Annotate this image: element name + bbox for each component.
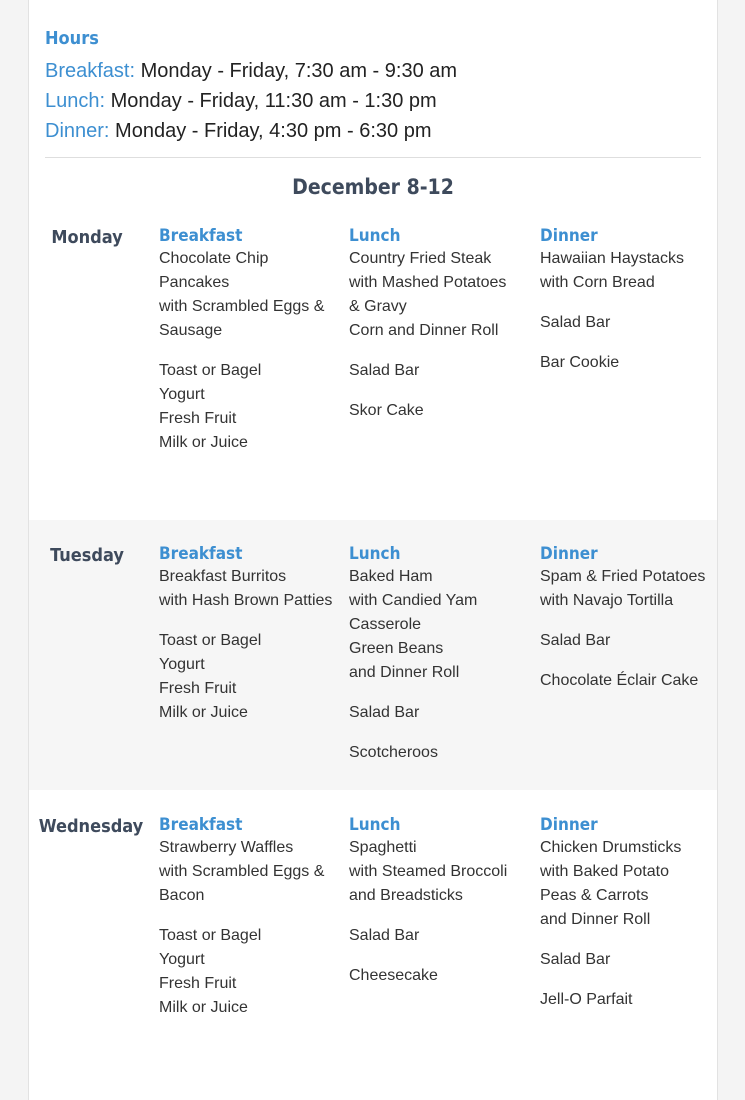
menu-item: Fresh Fruit <box>159 680 237 697</box>
day-block-wednesday <box>29 790 717 1100</box>
menu-item: Cheesecake <box>349 967 438 984</box>
menu-item: Fresh Fruit <box>159 975 237 992</box>
day-block-tuesday <box>29 520 717 790</box>
menu-item: Bar Cookie <box>540 354 620 371</box>
menu-item: Toast or Bagel <box>159 632 262 649</box>
meal-title: Breakfast <box>159 226 243 246</box>
meal-dinner <box>540 225 702 375</box>
day-block-monday <box>29 220 717 520</box>
menu-item: Salad Bar <box>540 314 611 331</box>
item-group-gap <box>349 725 519 741</box>
menu-item: Salad Bar <box>540 951 611 968</box>
item-group-gap <box>540 932 702 948</box>
menu-item: Yogurt <box>159 656 205 673</box>
meal-breakfast <box>159 814 339 1020</box>
item-group-gap <box>349 383 519 399</box>
menu-item: and Dinner Roll <box>540 911 651 928</box>
menu-item: Salad Bar <box>349 362 420 379</box>
item-group-gap <box>349 948 519 964</box>
meal-title: Breakfast <box>159 544 243 564</box>
menu-item: Salad Bar <box>349 704 420 721</box>
item-group-gap <box>349 908 519 924</box>
hours-label: Lunch: <box>45 90 106 112</box>
hours-time: Monday - Friday, 11:30 am - 1:30 pm <box>110 90 437 112</box>
menu-item: Chocolate Chip Pancakes <box>159 250 269 291</box>
menu-item: Jell-O Parfait <box>540 991 633 1008</box>
menu-item: Milk or Juice <box>159 434 248 451</box>
meal-lunch <box>349 814 519 988</box>
meal-items <box>540 836 702 1012</box>
meal-title: Breakfast <box>159 815 243 835</box>
meal-items <box>159 836 339 1020</box>
hours-title: Hours <box>45 28 99 49</box>
menu-item: Country Fried Steak with Mashed Potatoes & Gravy <box>349 250 507 315</box>
menu-item: Chicken Drumsticks <box>540 839 682 856</box>
menu-item: Yogurt <box>159 386 205 403</box>
meal-lunch <box>349 225 519 423</box>
meal-title: Lunch <box>349 544 401 564</box>
menu-item: Salad Bar <box>540 632 611 649</box>
menu-item: with Hash Brown Patties <box>159 592 333 609</box>
hours-row-dinner <box>45 116 457 146</box>
menu-item: and Dinner Roll <box>349 664 460 681</box>
menu-item: with Navajo Tortilla <box>540 592 674 609</box>
menu-item: Milk or Juice <box>159 704 248 721</box>
menu-item: Corn and Dinner Roll <box>349 322 499 339</box>
meal-breakfast <box>159 543 339 725</box>
meal-dinner <box>540 543 710 693</box>
menu-item: Green Beans <box>349 640 444 657</box>
menu-item: with Baked Potato <box>540 863 669 880</box>
item-group-gap <box>540 653 710 669</box>
hours-label: Dinner: <box>45 120 110 142</box>
day-name: Wednesday <box>38 816 144 837</box>
hours-row-lunch <box>45 86 457 116</box>
menu-item: Fresh Fruit <box>159 410 237 427</box>
hours-row-breakfast <box>45 56 457 86</box>
meal-items <box>540 247 702 375</box>
menu-item: Milk or Juice <box>159 999 248 1016</box>
menu-item: with Scrambled Eggs & Sausage <box>159 298 325 339</box>
menu-item: Strawberry Waffles <box>159 839 294 856</box>
meal-items <box>349 247 519 423</box>
item-group-gap <box>540 335 702 351</box>
item-group-gap <box>159 343 339 359</box>
menu-item: Chocolate Éclair Cake <box>540 672 699 689</box>
meal-title: Dinner <box>540 226 598 246</box>
meal-items <box>159 247 339 455</box>
menu-item: Hawaiian Haystacks with Corn Bread <box>540 250 685 291</box>
meal-title: Dinner <box>540 544 598 564</box>
hours-time: Monday - Friday, 4:30 pm - 6:30 pm <box>115 120 432 142</box>
meal-title: Lunch <box>349 226 401 246</box>
item-group-gap <box>540 613 710 629</box>
menu-item: Toast or Bagel <box>159 927 262 944</box>
item-group-gap <box>540 295 702 311</box>
day-name: Tuesday <box>50 545 124 566</box>
week-title: December 8-12 <box>292 175 454 199</box>
item-group-gap <box>159 908 339 924</box>
menu-item: Peas & Carrots <box>540 887 649 904</box>
menu-item: Spam & Fried Potatoes <box>540 568 706 585</box>
menu-item: with Candied Yam Casserole <box>349 592 478 633</box>
menu-item: Scotcheroos <box>349 744 438 761</box>
meal-items <box>349 565 519 765</box>
item-group-gap <box>540 972 702 988</box>
meal-title: Lunch <box>349 815 401 835</box>
menu-item: with Scrambled Eggs & Bacon <box>159 863 325 904</box>
meal-title: Dinner <box>540 815 598 835</box>
menu-item: Salad Bar <box>349 927 420 944</box>
meal-lunch <box>349 543 519 765</box>
day-name: Monday <box>51 227 123 248</box>
menu-item: Baked Ham <box>349 568 433 585</box>
item-group-gap <box>349 685 519 701</box>
menu-item: Toast or Bagel <box>159 362 262 379</box>
meal-items <box>349 836 519 988</box>
hours-section <box>45 28 457 146</box>
hours-time: Monday - Friday, 7:30 am - 9:30 am <box>140 60 458 82</box>
menu-item: Skor Cake <box>349 402 424 419</box>
menu-card <box>28 0 718 1100</box>
menu-item: Breakfast Burritos <box>159 568 287 585</box>
menu-item: Spaghetti <box>349 839 417 856</box>
meal-items <box>540 565 710 693</box>
hours-label: Breakfast: <box>45 60 136 82</box>
meal-dinner <box>540 814 702 1012</box>
meal-breakfast <box>159 225 339 455</box>
menu-item: with Steamed Broccoli and Breadsticks <box>349 863 508 904</box>
item-group-gap <box>349 343 519 359</box>
item-group-gap <box>159 613 339 629</box>
divider <box>45 157 701 158</box>
menu-item: Yogurt <box>159 951 205 968</box>
meal-items <box>159 565 339 725</box>
